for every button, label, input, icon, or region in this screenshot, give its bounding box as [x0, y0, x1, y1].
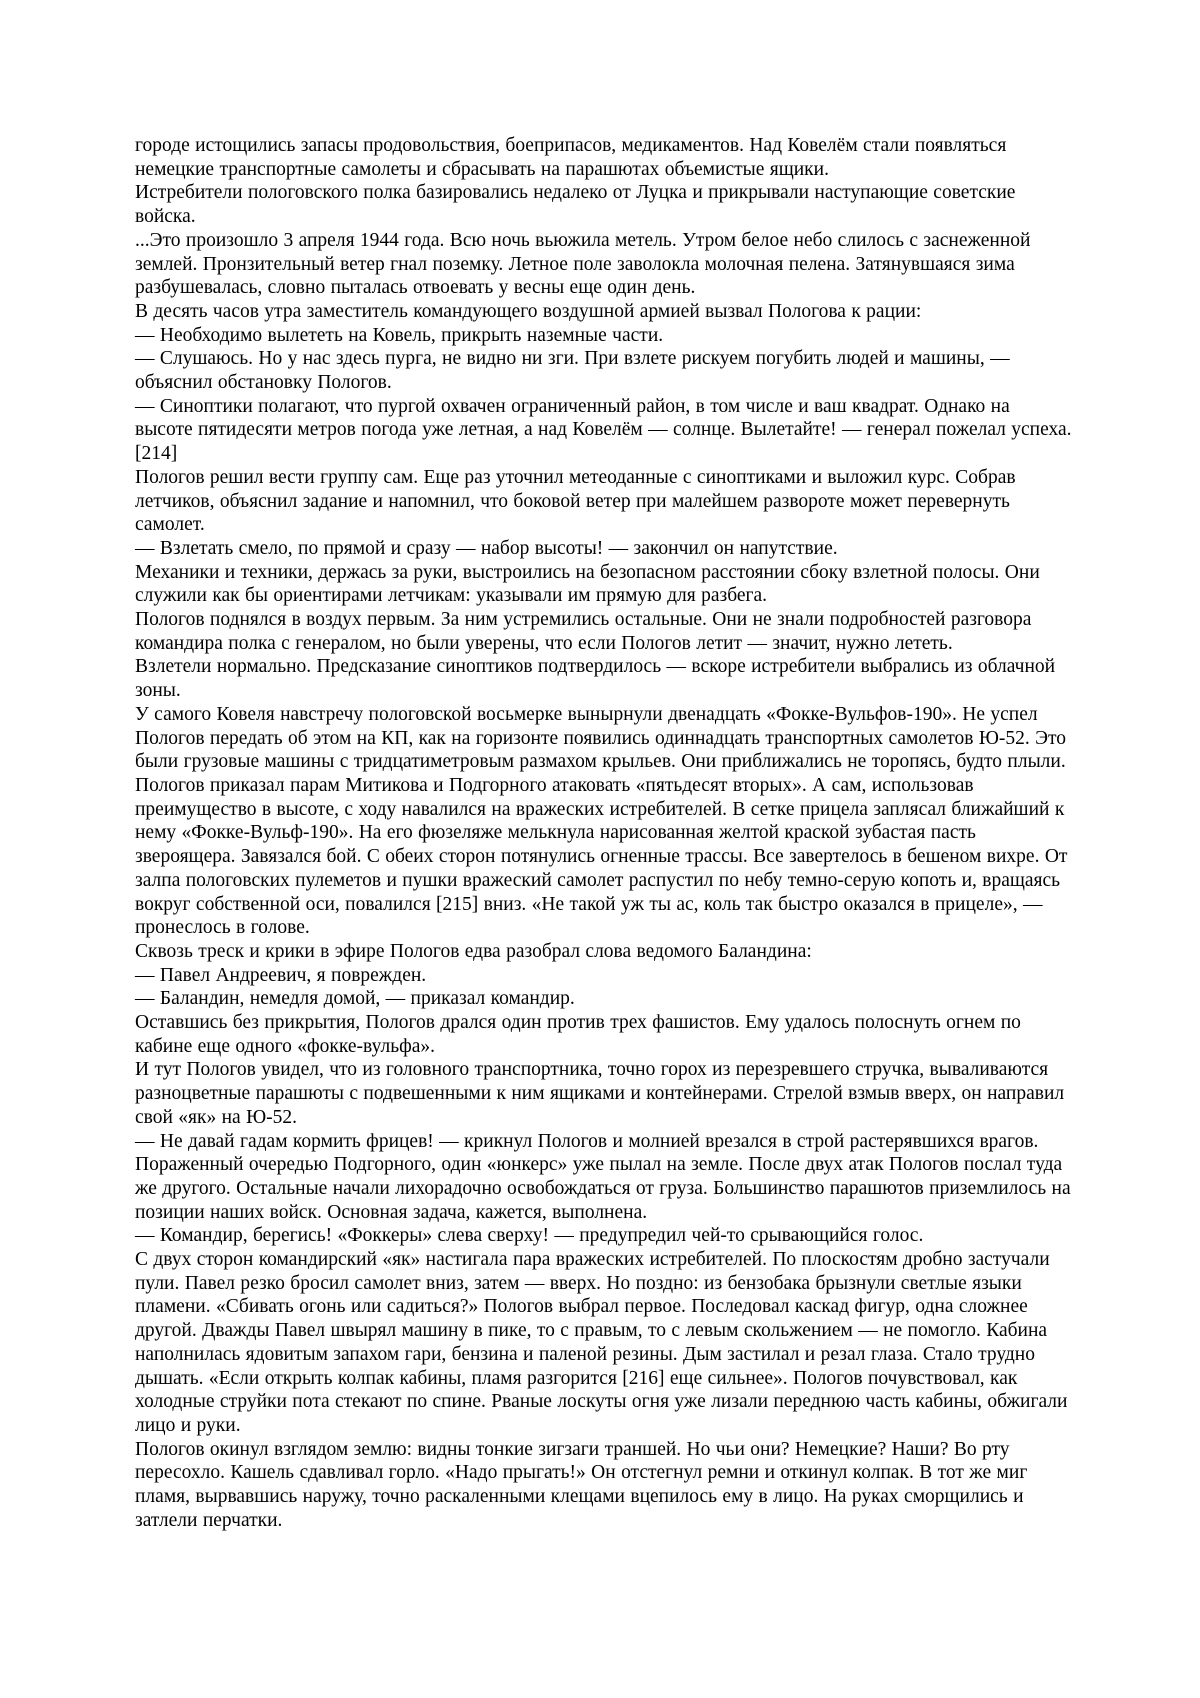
paragraph: — Павел Андреевич, я поврежден.: [135, 964, 427, 986]
paragraph: Пологов окинул взглядом землю: видны тонкие зигзаги траншей. Но чьи они? Немецкие? Наши? Во рту пересохло. Кашель сдавливал горло. «Надо прыгать!» Он отстегнул ремни и откинул колпак. В тот же миг пламя, вырвавшись наружу, точно раскаленными клещами вцепилось ему в лицо. На руках сморщились и затлели перчатки.: [135, 1438, 1028, 1531]
paragraph: И тут Пологов увидел, что из головного транспортника, точно горох из перезревшего стручка, вываливаются разноцветные парашюты с подвешенными к ним ящиками и контейнерами. Стрелой взмыв вверх, он направил свой «як» на Ю-52.: [135, 1059, 1065, 1128]
paragraph: Оставшись без прикрытия, Пологов дрался один против трех фашистов. Ему удалось полоснуть огнем по кабине еще одного «фокке-вульфа».: [135, 1012, 1021, 1057]
paragraph: — Слушаюсь. Но у нас здесь пурга, не видно ни зги. При взлете рискуем погубить людей и машины, — объяснил обстановку Пологов.: [135, 348, 1010, 394]
paragraph: городе истощились запасы продовольствия, боеприпасов, медикаментов. Над Ковелём стали появляться немецкие транспортные самолеты и сбрасывать на парашютах объемистые ящики.: [135, 135, 1007, 180]
paragraph: В десять часов утра заместитель командующего воздушной армией вызвал Пологова к рации:: [135, 300, 922, 322]
paragraph: Механики и техники, держась за руки, выстроились на безопасном расстоянии сбоку взлетной полосы. Они служили как бы ориентирами летчикам: указывали им прямую для разбега.: [135, 561, 1040, 607]
paragraph: У самого Ковеля навстречу пологовской восьмерке вынырнули двенадцать «Фокке-Вульфов-190». Не успел Пологов передать об этом на КП, как на горизонте появились одиннадцать транспортных самолетов Ю-52. Это были грузовые машины с тридцатиметровым размахом крыльев. Они приближались не торопясь, будто плыли. Пологов приказал парам Митикова и Подгорного атаковать «пятьдесят вторых». А сам, использовав преимущество в высоте, с ходу навалился на вражеских истребителей. В сетке прицела заплясал ближайший к нему «Фокке-Вульф-190». На его фюзеляже мелькнула нарисованная желтой краской зубастая пасть звероящера. Завязался бой. С обеих сторон потянулись огненные трассы. Все завертелось в бешеном вихре. От залпа пологовских пулеметов и пушки вражеский самолет распустил по небу темно-серую копоть и, вращаясь вокруг собственной оси, повалился [215] вниз. «Не такой уж ты ас, коль так быстро оказался в прицеле», — пронеслось в голове.: [135, 703, 1068, 939]
paragraph: — Необходимо вылететь на Ковель, прикрыть наземные части.: [135, 324, 664, 346]
paragraph: С двух сторон командирский «як» настигала пара вражеских истребителей. По плоскостям дробно застучали пули. Павел резко бросил самолет вниз, затем — вверх. Но поздно: из бензобака брызнули светлые языки пламени. «Сбивать огонь или садиться?» Пологов выбрал первое. Последовал каскад фигур, одна сложнее другой. Дважды Павел швырял машину в пике, то с правым, то с левым скольжением — не помогло. Кабина наполнилась ядовитым запахом гари, бензина и паленой резины. Дым застилал и резал глаза. Стало трудно дышать. «Если открыть колпак кабины, пламя разгорится [216] еще сильнее». Пологов почувствовал, как холодные струйки пота стекают по спине. Рваные лоскуты огня уже лизали переднюю часть кабины, обжигали лицо и руки.: [135, 1249, 1068, 1436]
paragraph: — Командир, берегись! «Фоккеры» слева сверху! — предупредил чей-то срывающийся голос.: [135, 1225, 924, 1247]
paragraph: Истребители пологовского полка базировались недалеко от Луцка и прикрывали наступающие советские войска.: [135, 182, 1016, 228]
paragraph: ...Это произошло 3 апреля 1944 года. Всю ночь вьюжила метель. Утром белое небо слилось с заснеженной землей. Пронзительный ветер гнал поземку. Летное поле заволокла молочная пелена. Затянувшаяся зима разбушевалась, словно пыталась отвоевать у весны еще один день.: [135, 229, 1031, 299]
paragraph: — Не давай гадам кормить фрицев! — крикнул Пологов и молнией врезался в строй растерявшихся врагов. Пораженный очередью Подгорного, один «юнкерс» уже пылал на земле. После двух атак Пологов послал туда же другого. Остальные начали лихорадочно освобождаться от груза. Большинство парашютов приземлилось на позиции наших войск. Основная задача, кажется, выполнена.: [135, 1130, 1071, 1223]
paragraph: — Баландин, немедля домой, — приказал командир.: [135, 988, 575, 1010]
paragraph: — Взлетать смело, по прямой и сразу — набор высоты! — закончил он напутствие.: [135, 537, 838, 559]
paragraph: Пологов решил вести группу сам. Еще раз уточнил метеоданные с синоптиками и выложил курс. Собрав летчиков, объяснил задание и напомнил, что боковой ветер при малейшем развороте может перевернуть самолет.: [135, 466, 1016, 536]
paragraph: Взлетели нормально. Предсказание синоптиков подтвердилось — вскоре истребители выбрались из облачной зоны.: [135, 656, 1056, 702]
paragraph: Сквозь треск и крики в эфире Пологов едва разобрал слова ведомого Баландина:: [135, 940, 812, 962]
text-block: [135, 134, 1072, 1532]
paragraph: Пологов поднялся в воздух первым. За ним устремились остальные. Они не знали подробностей разговора командира полка с генералом, но были уверены, что если Пологов летит — значит, нужно лететь.: [135, 609, 1032, 654]
paragraph: — Синоптики полагают, что пургой охвачен ограниченный район, в том числе и ваш квадрат. Однако на высоте пятидесяти метров погода уже летная, а над Ковелём — солнце. Вылетайте! — генерал пожелал успеха. [214]: [135, 395, 1072, 465]
